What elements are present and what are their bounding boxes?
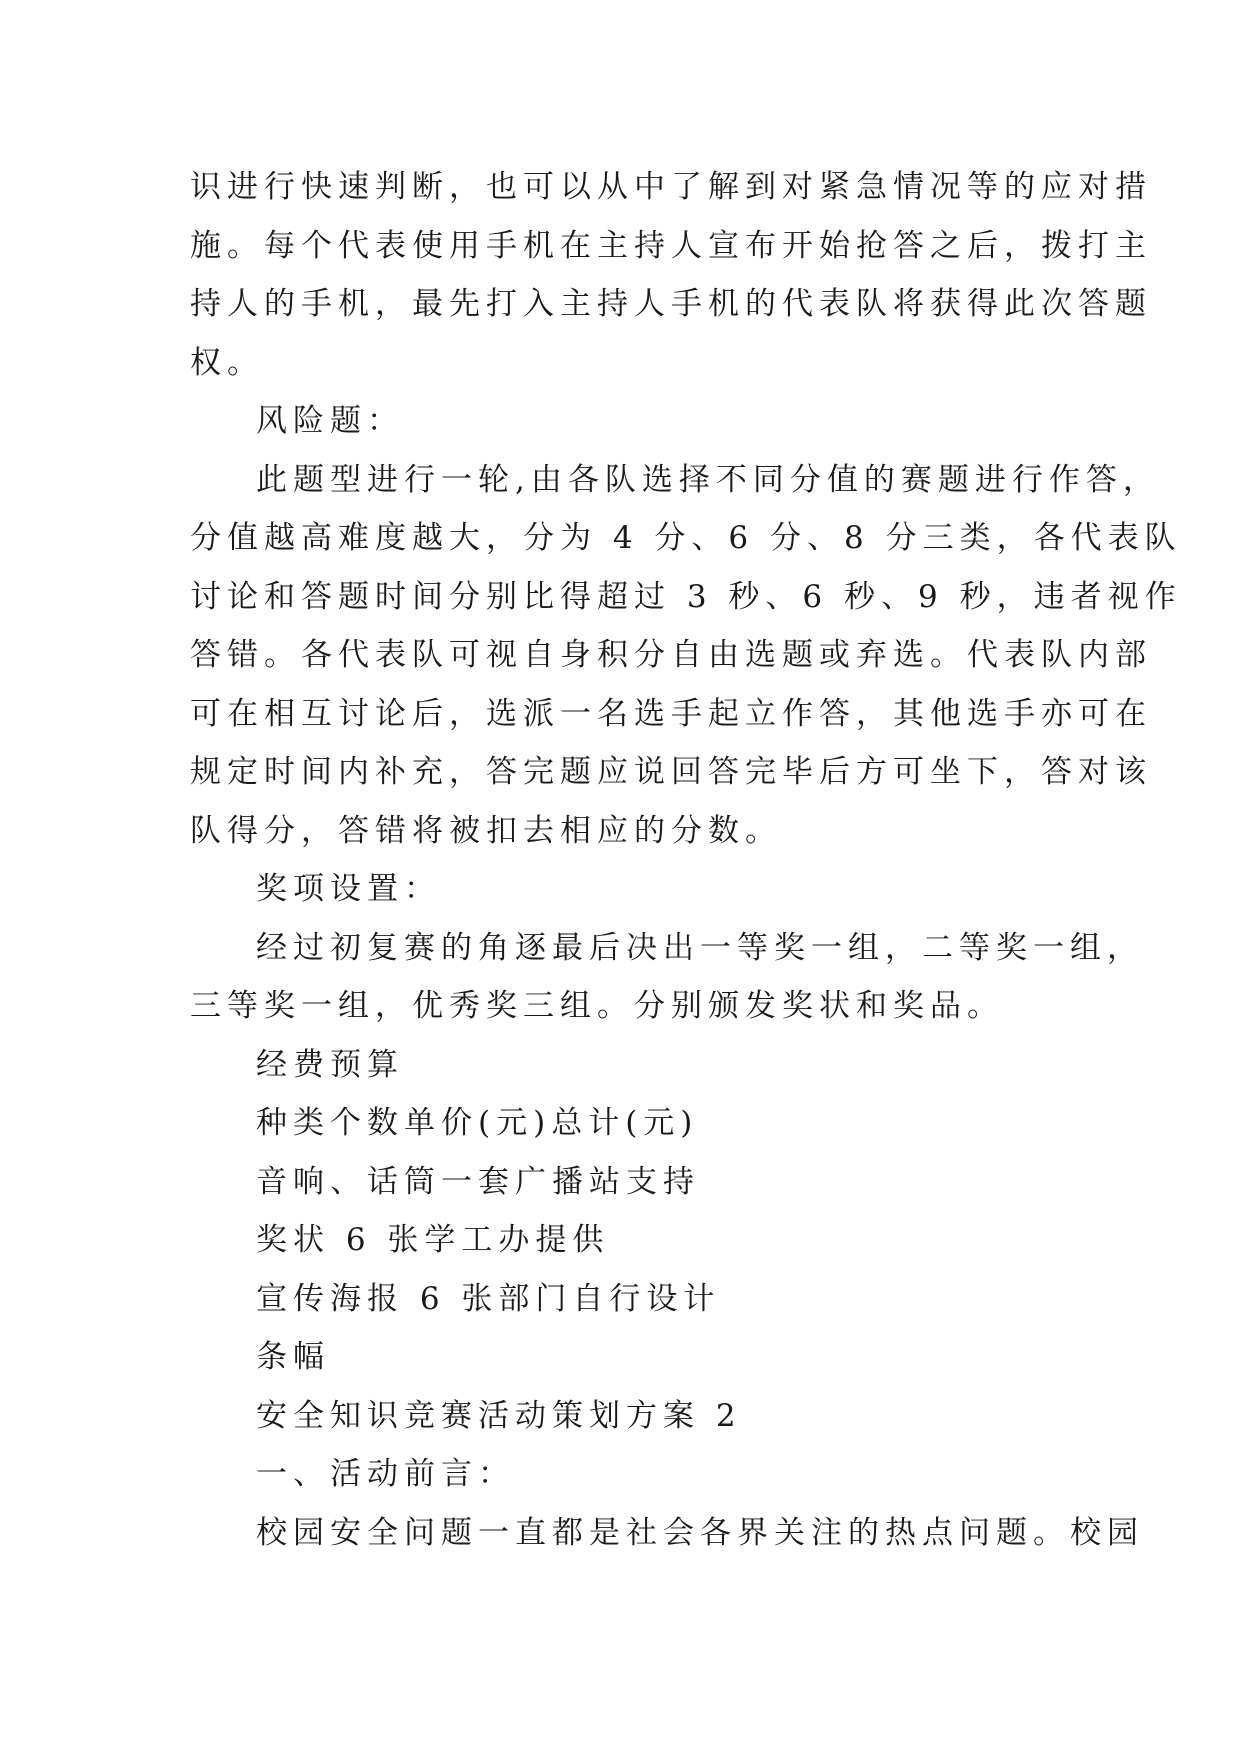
text-line: 队得分，答错将被扣去相应的分数。 [190, 812, 782, 849]
text-line: 经过初复赛的角逐最后决出一等奖一组，二等奖一组， [256, 929, 1144, 966]
budget-line: 种类个数单价(元)总计(元) [256, 1105, 699, 1141]
text-line: 分值越高难度越大，分为 4 分、6 分、8 分三类，各代表队 [190, 520, 1182, 556]
section-heading-budget: 经费预算 [256, 1046, 404, 1083]
text-line: 三等奖一组，优秀奖三组。分别颁发奖状和奖品。 [190, 988, 1004, 1024]
text-line: 施。每个代表使用手机在主持人宣布开始抢答之后，拨打主 [190, 227, 1152, 264]
text-line: 此题型进行一轮,由各队选择不同分值的赛题进行作答， [256, 461, 1160, 498]
text-line: 规定时间内补充，答完题应说回答完毕后方可坐下，答对该 [190, 754, 1152, 790]
section-heading-awards: 奖项设置： [256, 871, 441, 907]
budget-line: 宣传海报 6 张部门自行设计 [256, 1280, 721, 1317]
text-line: 校园安全问题一直都是社会各界关注的热点问题。校园 [256, 1514, 1144, 1551]
text-line: 权。 [190, 344, 264, 381]
text-line: 讨论和答题时间分别比得超过 3 秒、6 秒、9 秒，违者视作 [190, 578, 1182, 615]
text-line: 持人的手机，最先打入主持人手机的代表队将获得此次答题 [190, 286, 1152, 322]
budget-line: 奖状 6 张学工办提供 [256, 1222, 610, 1258]
budget-line: 音响、话筒一套广播站支持 [256, 1163, 700, 1200]
section-heading-preface: 一、活动前言： [256, 1456, 515, 1492]
section-heading-risk: 风险题： [256, 403, 404, 439]
text-line: 识进行快速判断，也可以从中了解到对紧急情况等的应对措 [190, 169, 1152, 205]
section-heading-plan-2: 安全知识竞赛活动策划方案 2 [256, 1397, 742, 1434]
text-line: 可在相互讨论后，选派一名选手起立作答，其他选手亦可在 [190, 695, 1152, 732]
document-body [190, 158, 1182, 1562]
budget-line: 条幅 [256, 1339, 330, 1375]
text-line: 答错。各代表队可视自身积分自由选题或弃选。代表队内部 [190, 637, 1152, 673]
